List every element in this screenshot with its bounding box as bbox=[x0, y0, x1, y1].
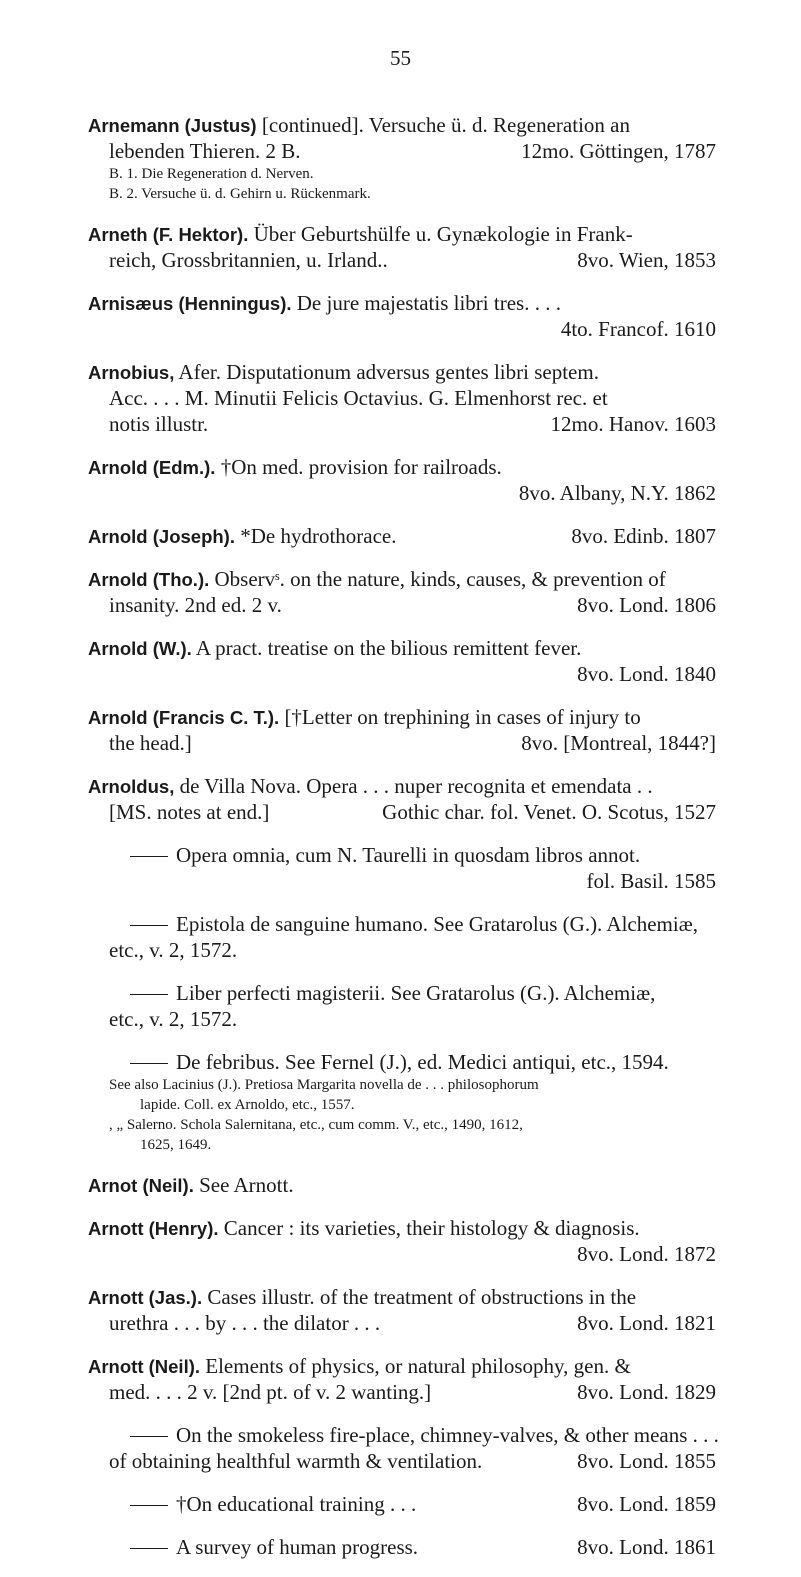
entry-imprint: 8vo. Lond. 1806 bbox=[577, 593, 716, 617]
entry-line bbox=[88, 1379, 716, 1405]
entry-line bbox=[88, 566, 716, 592]
entry-imprint: 8vo. Lond. 1855 bbox=[577, 1449, 716, 1473]
entry-line bbox=[88, 661, 716, 687]
entry-text: De febribus. See Fernel (J.), ed. Medici antiqui, etc., 1594. bbox=[176, 1050, 669, 1074]
entry-heading: Arnemann (Justus) bbox=[88, 115, 257, 136]
entry-text: etc., v. 2, 1572. bbox=[109, 938, 238, 962]
entry-imprint: 12mo. Göttingen, 1787 bbox=[521, 139, 716, 163]
catalogue-entry bbox=[88, 290, 716, 342]
entry-imprint: 4to. Francof. 1610 bbox=[560, 317, 716, 341]
ditto-dash bbox=[130, 1063, 168, 1064]
entry-line bbox=[88, 1284, 716, 1310]
entry-line bbox=[88, 1049, 716, 1075]
entry-line bbox=[88, 523, 716, 549]
catalogue-entry bbox=[88, 1284, 716, 1336]
entry-note: 1625, 1649. bbox=[140, 1137, 212, 1153]
entry-imprint: 8vo. Albany, N.Y. 1862 bbox=[518, 481, 716, 505]
entry-heading: Arnisæus (Henningus). bbox=[88, 293, 292, 314]
entry-line bbox=[88, 911, 716, 937]
entry-line bbox=[88, 480, 716, 506]
entry-text: Über Geburtshülfe u. Gynækologie in Frank- bbox=[248, 222, 633, 246]
entry-imprint: 8vo. Lond. 1872 bbox=[577, 1242, 716, 1266]
entry-heading: Arnott (Henry). bbox=[88, 1218, 219, 1239]
ditto-dash bbox=[130, 1505, 168, 1506]
ditto-dash bbox=[130, 856, 168, 857]
entry-text: reich, Grossbritannien, u. Irland.. bbox=[109, 248, 388, 272]
entry-note: lapide. Coll. ex Arnoldo, etc., 1557. bbox=[140, 1097, 355, 1113]
entry-line bbox=[88, 1353, 716, 1379]
catalogue-entry bbox=[88, 704, 716, 756]
catalogue-entry bbox=[88, 1215, 716, 1267]
entry-line bbox=[88, 842, 716, 868]
entry-imprint: 8vo. Wien, 1853 bbox=[577, 248, 716, 272]
entry-text: the head.] bbox=[109, 731, 192, 755]
ditto-dash bbox=[130, 994, 168, 995]
entry-text: Opera omnia, cum N. Taurelli in quosdam libros annot. bbox=[176, 843, 641, 867]
entry-line bbox=[88, 138, 716, 164]
entry-line bbox=[88, 773, 716, 799]
entry-heading: Arnot (Neil). bbox=[88, 1175, 194, 1196]
entry-text: etc., v. 2, 1572. bbox=[109, 1007, 238, 1031]
entry-line bbox=[88, 359, 716, 385]
entry-line bbox=[88, 316, 716, 342]
entry-heading: Arnott (Neil). bbox=[88, 1356, 201, 1377]
catalogue-entry bbox=[88, 112, 716, 204]
entry-line bbox=[88, 1534, 716, 1560]
catalogue-entry bbox=[88, 773, 716, 825]
entry-text: A survey of human progress. bbox=[176, 1535, 419, 1559]
entry-line bbox=[88, 247, 716, 273]
entry-line bbox=[88, 592, 716, 618]
entry-text: De jure majestatis libri tres. . . . bbox=[291, 291, 561, 315]
entry-line bbox=[88, 1006, 716, 1032]
entry-line bbox=[88, 1448, 716, 1474]
entry-text: Cases illustr. of the treatment of obstructions in the bbox=[202, 1285, 637, 1309]
catalogue-entry bbox=[88, 842, 716, 894]
catalogue-entry bbox=[88, 1049, 716, 1155]
catalogue-entry bbox=[88, 635, 716, 687]
catalogue-entry bbox=[88, 1353, 716, 1405]
entry-text: A pract. treatise on the bilious remittent fever. bbox=[191, 636, 582, 660]
entry-text: de Villa Nova. Opera . . . nuper recognita et emendata . . bbox=[174, 774, 653, 798]
catalogue-entry bbox=[88, 1491, 716, 1517]
entry-text: [MS. notes at end.] bbox=[109, 800, 270, 824]
entry-imprint: 8vo. Lond. 1840 bbox=[577, 662, 716, 686]
entry-line bbox=[88, 411, 716, 437]
entry-heading: Arnoldus, bbox=[88, 776, 175, 797]
entry-line bbox=[88, 799, 716, 825]
entry-text: See Arnott. bbox=[193, 1173, 294, 1197]
entry-heading: Arnold (Tho.). bbox=[88, 569, 210, 590]
entry-text: †On med. provision for railroads. bbox=[215, 455, 502, 479]
entry-text: [†Letter on trephining in cases of injury to bbox=[279, 705, 641, 729]
entry-line bbox=[88, 454, 716, 480]
entry-text: *De hydrothorace. bbox=[234, 524, 397, 548]
entry-line bbox=[88, 635, 716, 661]
entry-imprint: 12mo. Hanov. 1603 bbox=[550, 412, 716, 436]
entry-line bbox=[88, 730, 716, 756]
entry-heading: Arnold (Joseph). bbox=[88, 526, 235, 547]
catalogue-entry bbox=[88, 221, 716, 273]
catalogue-entry bbox=[88, 911, 716, 963]
entry-text: Epistola de sanguine humano. See Gratarolus (G.). Alchemiæ, bbox=[176, 912, 698, 936]
entry-text: Afer. Disputationum adversus gentes libri septem. bbox=[174, 360, 599, 384]
entry-text: Elements of physics, or natural philosophy, gen. & bbox=[200, 1354, 631, 1378]
page-number: 55 bbox=[390, 46, 411, 70]
entry-text: Liber perfecti magisterii. See Gratarolus (G.). Alchemiæ, bbox=[176, 981, 656, 1005]
entry-text: insanity. 2nd ed. 2 v. bbox=[109, 593, 282, 617]
entry-text: notis illustr. bbox=[109, 412, 209, 436]
entry-line bbox=[88, 1215, 716, 1241]
entry-text: †On educational training . . . bbox=[176, 1492, 417, 1516]
entry-text: Observˢ. on the nature, kinds, causes, & prevention of bbox=[209, 567, 666, 591]
entry-imprint: 8vo. Lond. 1829 bbox=[577, 1380, 716, 1404]
catalogue-entry bbox=[88, 1172, 716, 1198]
entry-imprint: fol. Basil. 1585 bbox=[586, 869, 716, 893]
entry-imprint: 8vo. [Montreal, 1844?] bbox=[521, 731, 716, 755]
entry-heading: Arnott (Jas.). bbox=[88, 1287, 203, 1308]
entry-imprint: 8vo. Lond. 1859 bbox=[577, 1492, 716, 1516]
entry-line bbox=[88, 1172, 716, 1198]
entry-line bbox=[88, 385, 716, 411]
entry-heading: Arnold (Edm.). bbox=[88, 457, 216, 478]
entry-line bbox=[88, 980, 716, 1006]
catalogue-entry bbox=[88, 1534, 716, 1560]
entry-heading: Arnold (Francis C. T.). bbox=[88, 707, 280, 728]
entry-heading: Arneth (F. Hektor). bbox=[88, 224, 249, 245]
entry-imprint: 8vo. Lond. 1821 bbox=[577, 1311, 716, 1335]
entry-text: of obtaining healthful warmth & ventilation. bbox=[109, 1449, 483, 1473]
entry-line bbox=[88, 1491, 716, 1517]
catalogue-entries bbox=[88, 112, 719, 1577]
entry-text: med. . . . 2 v. [2nd pt. of v. 2 wanting.] bbox=[109, 1380, 432, 1404]
entry-imprint: Gothic char. fol. Venet. O. Scotus, 1527 bbox=[382, 800, 716, 824]
ditto-dash bbox=[130, 1436, 168, 1437]
catalogue-entry bbox=[88, 980, 716, 1032]
entry-text: lebenden Thieren. 2 B. bbox=[109, 139, 301, 163]
catalogue-entry bbox=[88, 454, 716, 506]
entry-line bbox=[88, 221, 716, 247]
catalogue-entry bbox=[88, 566, 716, 618]
entry-text: [continued]. Versuche ü. d. Regeneration an bbox=[256, 113, 630, 137]
catalogue-entry bbox=[88, 359, 716, 437]
entry-note: B. 2. Versuche ü. d. Gehirn u. Rückenmark. bbox=[109, 186, 371, 202]
entry-text: On the smokeless fire-place, chimney-valves, & other means . . . bbox=[176, 1423, 719, 1447]
entry-line bbox=[88, 112, 716, 138]
entry-line bbox=[88, 937, 716, 963]
entry-line bbox=[88, 1422, 719, 1448]
catalogue-entry bbox=[88, 523, 716, 549]
ditto-dash bbox=[130, 1548, 168, 1549]
entry-text: Acc. . . . M. Minutii Felicis Octavius. G. Elmenhorst rec. et bbox=[109, 386, 608, 410]
entry-text: Cancer : its varieties, their histology & diagnosis. bbox=[218, 1216, 640, 1240]
entry-line bbox=[88, 704, 716, 730]
ditto-dash bbox=[130, 925, 168, 926]
entry-imprint: 8vo. Edinb. 1807 bbox=[571, 524, 716, 548]
entry-note: See also Lacinius (J.). Pretiosa Margarita novella de . . . philosophorum bbox=[109, 1077, 539, 1093]
entry-heading: Arnold (W.). bbox=[88, 638, 192, 659]
entry-line bbox=[88, 1241, 716, 1267]
entry-imprint: 8vo. Lond. 1861 bbox=[577, 1535, 716, 1559]
entry-line bbox=[88, 868, 716, 894]
entry-heading: Arnobius, bbox=[88, 362, 175, 383]
entry-line bbox=[88, 290, 716, 316]
entry-note: B. 1. Die Regeneration d. Nerven. bbox=[109, 166, 314, 182]
entry-note: , „ Salerno. Schola Salernitana, etc., cum comm. V., etc., 1490, 1612, bbox=[109, 1117, 523, 1133]
entry-text: urethra . . . by . . . the dilator . . . bbox=[109, 1311, 381, 1335]
entry-line bbox=[88, 1310, 716, 1336]
